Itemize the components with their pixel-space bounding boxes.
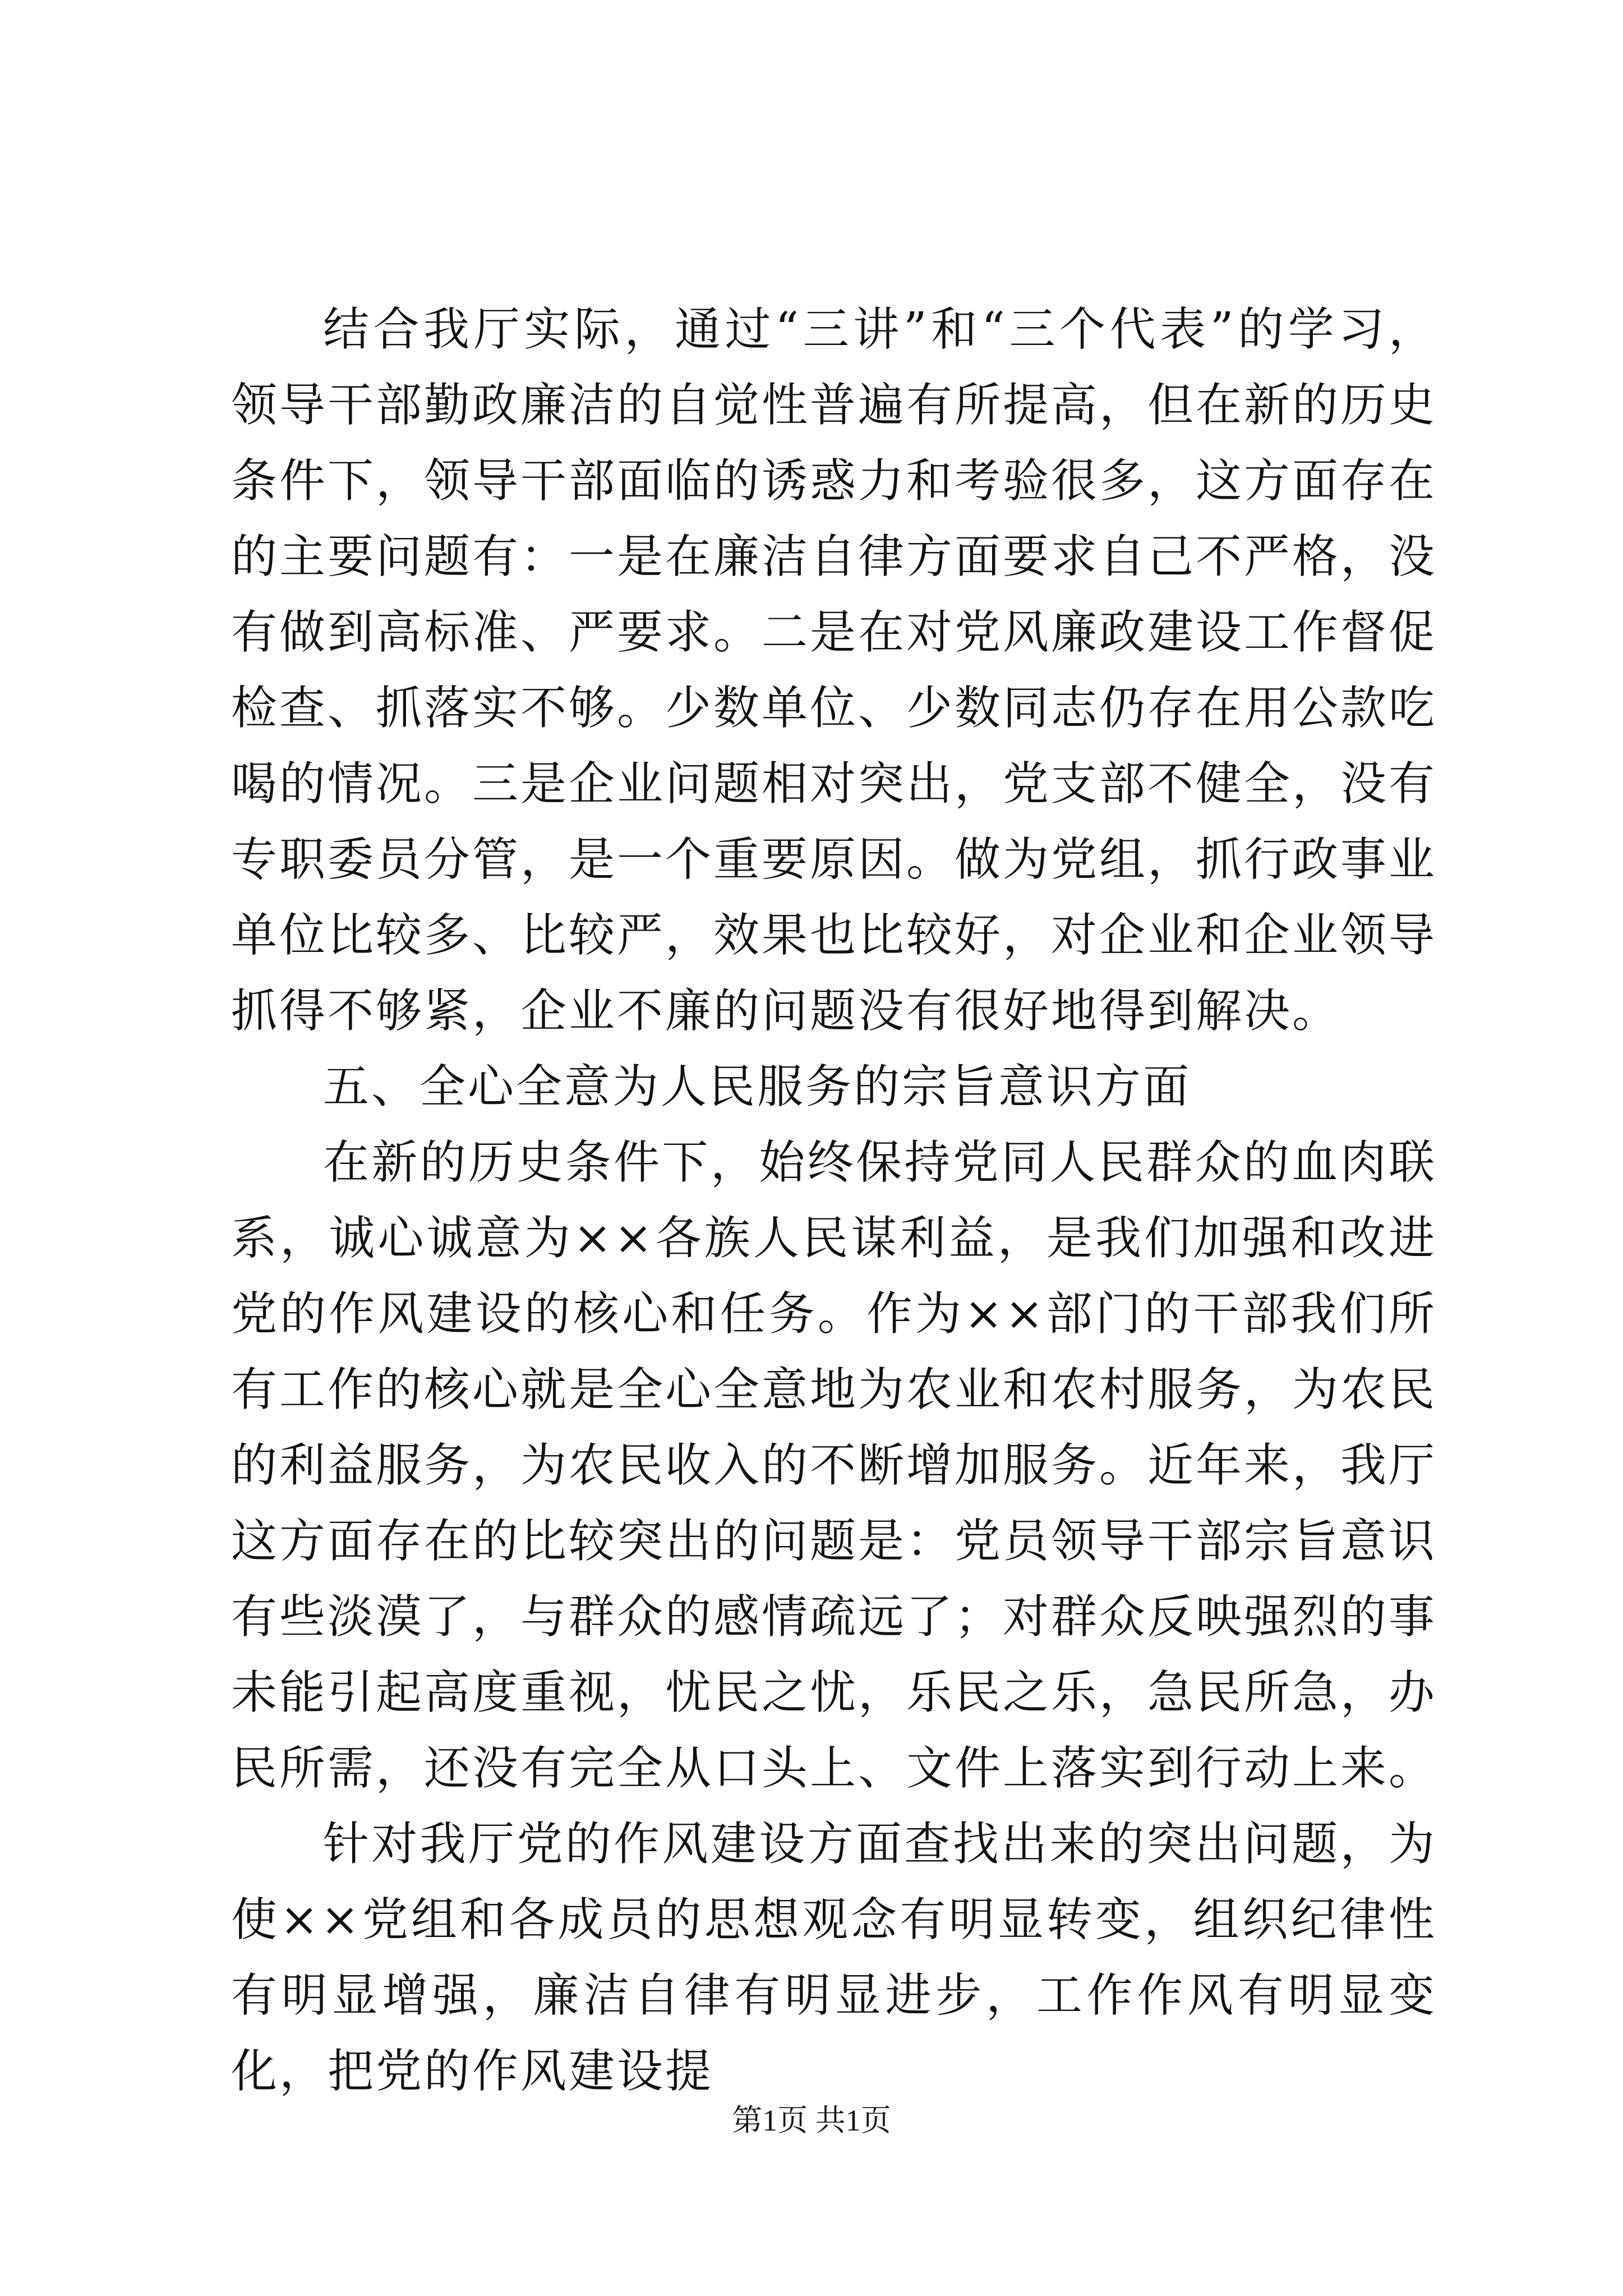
document-body	[231, 292, 1437, 2109]
page-footer: 第1页 共1页	[732, 2104, 891, 2137]
paragraph-conclusion: 针对我厅党的作风建设方面查找出来的突出问题，为使××党组和各成员的思想观念有明显转变，组织纪律性有明显增强，廉洁自律有明显进步，工作作风有明显变化，把党的作风建设提	[231, 1818, 1437, 2098]
paragraph-service-issues: 在新的历史条件下，始终保持党同人民群众的血肉联系，诚心诚意为××各族人民谋利益，是我们加强和改进党的作风建设的核心和任务。作为××部门的干部我们所有工作的核心就是全心全意地为农业和农村服务，为农民的利益服务，为农民收入的不断增加服务。近年来，我厅这方面存在的比较突出的问题是：党员领导干部宗旨意识有些淡漠了，与群众的感情疏远了；对群众反映强烈的事未能引起高度重视，忧民之忧，乐民之乐，急民所急，办民所需，还没有完全从口头上、文件上落实到行动上来。	[231, 1136, 1437, 1795]
section-heading-service: 五、全心全意为人民服务的宗旨意识方面	[323, 1060, 1192, 1114]
paragraph-integrity-issues: 结合我厅实际，通过“三讲”和“三个代表”的学习，领导干部勤政廉洁的自觉性普遍有所提高，但在新的历史条件下，领导干部面临的诱惑力和考验很多，这方面存在的主要问题有：一是在廉洁自律方面要求自己不严格，没有做到高标准、严要求。二是在对党风廉政建设工作督促检查、抓落实不够。少数单位、少数同志仍存在用公款吃喝的情况。三是企业问题相对突出，党支部不健全，没有专职委员分管，是一个重要原因。做为党组，抓行政事业单位比较多、比较严，效果也比较好，对企业和企业领导抓得不够紧，企业不廉的问题没有很好地得到解决。	[231, 303, 1437, 1038]
